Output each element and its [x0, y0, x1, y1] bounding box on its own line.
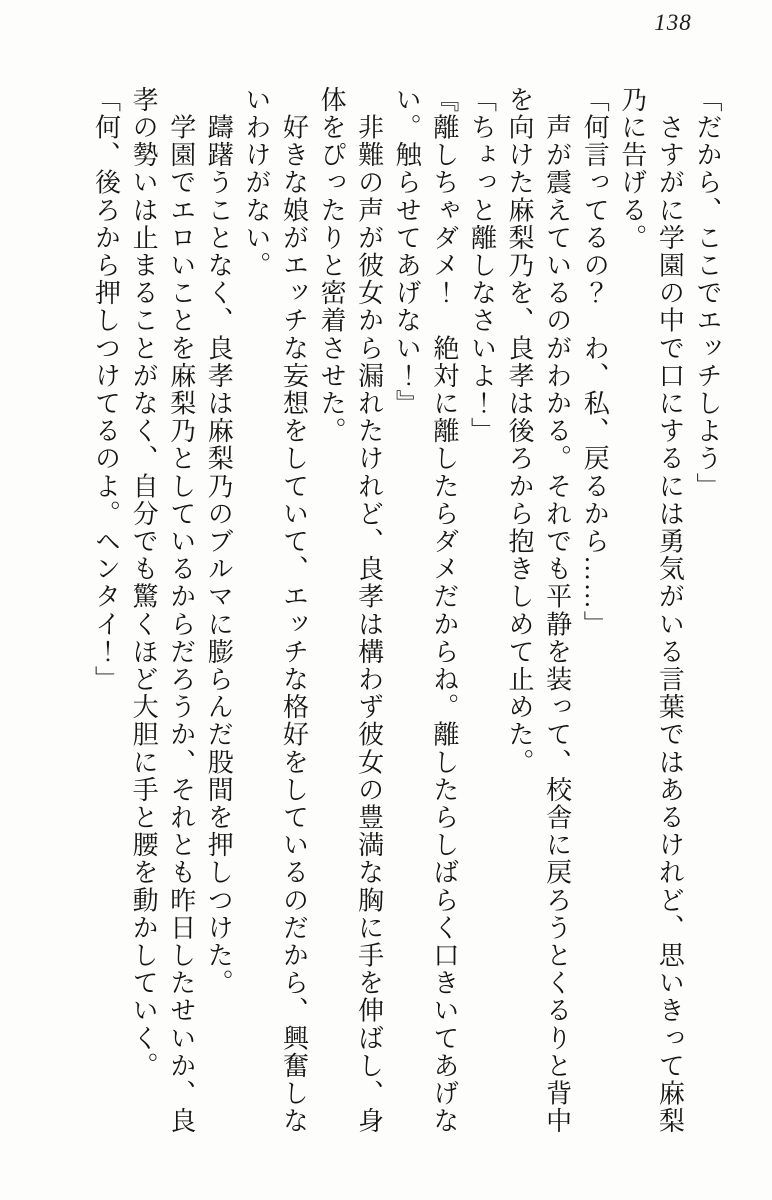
- page-number: 138: [654, 10, 692, 35]
- text-line: を向けた麻梨乃を、良孝は後ろから抱きしめて止めた。: [505, 86, 535, 776]
- text-line: 「ちょっと離しなさいよ！」: [467, 86, 497, 445]
- text-line: 躊躇うことなく、良孝は麻梨乃のブルマに膨らんだ股間を押しつけた。: [204, 86, 234, 997]
- text-line: 「何、後ろから押しつけてるのよ。ヘンタイ！」: [91, 86, 121, 694]
- text-line: 声が震えているのがわかる。それでも平静を装って、校舎に戻ろうとくるりと背中: [542, 86, 572, 1135]
- text-line: いわけがない。: [241, 86, 271, 280]
- text-line: 『離しちゃダメ！ 絶対に離したらダメだからね。離したらしばらく口きいてあげな: [429, 86, 459, 1135]
- text-line: 非難の声が彼女から漏れたけれど、良孝は構わず彼女の豊満な胸に手を伸ばし、身: [354, 86, 384, 1135]
- text-line: い。触らせてあげない！』: [392, 86, 422, 418]
- text-line: 「だから、ここでエッチしよう」: [693, 86, 722, 500]
- text-line: 乃に告げる。: [617, 86, 647, 252]
- text-line: さすがに学園の中で口にするには勇気がいる言葉ではあるけれど、思いきって麻梨: [655, 86, 685, 1135]
- text-line: 「何言ってるの？ わ、私、戻るから……」: [580, 86, 610, 638]
- text-block: [87, 86, 726, 1135]
- text-line: 孝の勢いは止まることがなく、自分でも驚くほど大胆に手と腰を動かしていく。: [129, 86, 159, 1080]
- text-line: 体をぴったりと密着させた。: [317, 86, 347, 445]
- text-line: 好きな娘がエッチな妄想をしていて、エッチな格好をしているのだから、興奮しな: [279, 86, 309, 1135]
- text-line: 学園でエロいことを麻梨乃としているからだろうか、それとも昨日したせいか、良: [166, 86, 196, 1135]
